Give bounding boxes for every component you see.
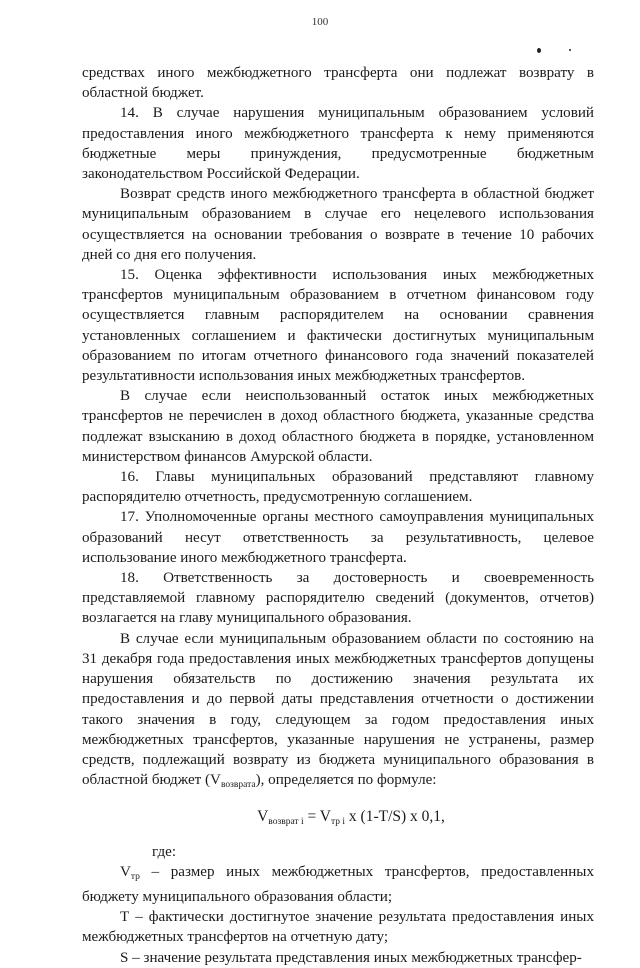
where-label: где: — [152, 843, 177, 860]
scan-speck — [537, 48, 541, 53]
paragraph-text: В случае если муниципальным образованием области по состоянию на 31 декабря года предоставления иных межбюджетных трансфертов допущены нарушения обязательств по достижению значения результата их предоставления и до первой даты представления отчетности о достижении такого значения в году, следующем за годом предоставления иных межбюджетных трансфертов, указанные нарушения не устранены, размер средств, подлежащий возврату из бюджета муниципального образования в областной бюджет — [82, 630, 594, 789]
formula-lhs-sub: возврат i — [268, 817, 304, 828]
paragraph: 16. Главы муниципальных образований представляют главному распорядителю отчетность, предусмотренную соглашением. — [82, 469, 594, 506]
definition-symbol: V — [120, 863, 131, 880]
vreturn-sub: возврата — [220, 780, 256, 791]
paragraph: Возврат средств иного межбюджетного трансферта в областной бюджет муниципальным образованием в случае его нецелевого использования осуществляется на основании требования о возврате в течение 10 рабочих дней со дня его получения. — [82, 186, 594, 263]
formula-eq: = V — [303, 808, 331, 826]
definition-sub: тр — [130, 871, 140, 882]
document-body — [82, 63, 594, 968]
paragraph: средствах иного межбюджетного трансферта они подлежат возврату в областной бюджет. — [82, 65, 594, 102]
formula-tr-sub: тр i — [330, 817, 346, 828]
paragraph: 18. Ответственность за достоверность и своевременность представляемой главному распорядителю сведений (документов, отчетов) возлагается на главу муниципального образования. — [82, 570, 594, 627]
definition-text: – значение результата представления иных межбюджетных трансфер- — [128, 949, 582, 966]
paragraph: 15. Оценка эффективности использования иных межбюджетных трансфертов муниципальным образованием в отчетном финансовом году осуществляется главным распорядителем на основании сравнения установленных соглашением и фактически достигнутых муниципальным образованием по итогам отчетного финансового года значений показателей результативности использования иных межбюджетных трансфертов. — [82, 267, 594, 385]
vreturn-close: ), определяется по формуле: — [255, 772, 437, 789]
definition-symbol: S — [120, 949, 129, 966]
definition-symbol: Т — [120, 909, 130, 926]
paragraph — [82, 629, 594, 796]
definition-text: – размер иных межбюджетных трансфертов, предоставленных бюджету муниципального образования области; — [82, 863, 594, 905]
paragraph: 14. В случае нарушения муниципальным образованием условий предоставления иного межбюджетного трансферта к нему применяются бюджетные меры принуждения, предусмотренные бюджетным законодательством Российской Федерации. — [82, 105, 594, 183]
formula — [82, 807, 594, 832]
paragraph: 17. Уполномоченные органы местного самоуправления муниципальных образований несут ответственность за результативность, целевое использование иного межбюджетного трансферта. — [82, 509, 594, 566]
scan-speck — [569, 49, 571, 51]
definition — [82, 907, 594, 947]
formula-lhs: V — [257, 808, 269, 826]
definition-text: – фактически достигнутое значение результата предоставления иных межбюджетных трансфертов на отчетную дату; — [82, 909, 594, 946]
formula-rest: х (1-T/S) х 0,1, — [345, 808, 445, 826]
definition — [82, 862, 594, 907]
definition — [82, 948, 594, 968]
paragraph: В случае если неиспользованный остаток иных межбюджетных трансфертов не перечислен в доход областного бюджета, указанные средства подлежат взысканию в доход областного бюджета в порядке, установленном министерством финансов Амурской области. — [82, 388, 594, 465]
page-number: 100 — [311, 16, 329, 28]
vreturn-open: (V — [205, 772, 221, 789]
